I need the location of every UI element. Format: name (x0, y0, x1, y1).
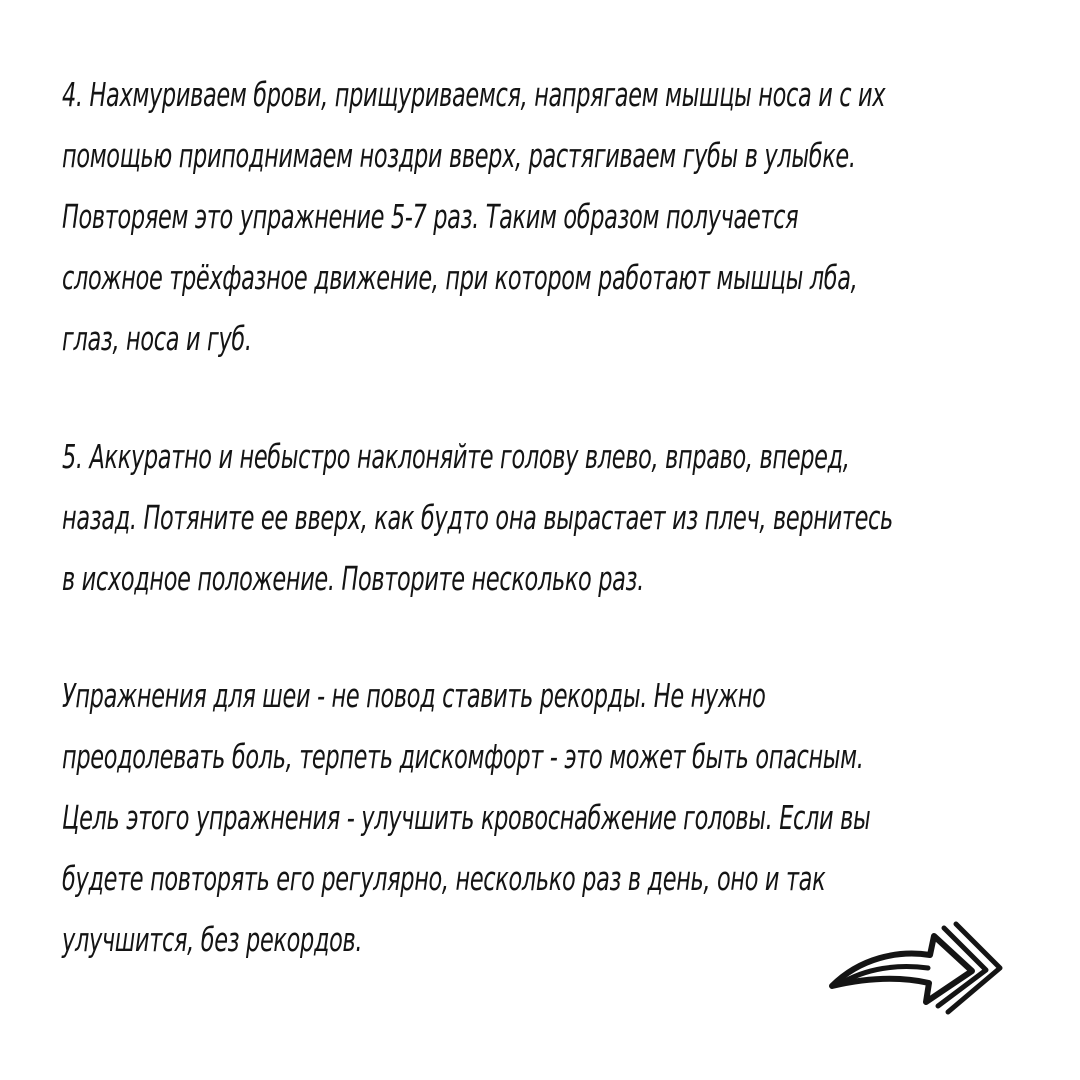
paragraph-line: 5. Аккуратно и небыстро наклоняйте голову влево, вправо, вперед, (62, 437, 850, 476)
curved-arrow-right-icon[interactable] (826, 918, 1006, 1018)
paragraph-line: улучшится, без рекордов. (62, 920, 363, 959)
paragraph-step-4 (62, 64, 1022, 369)
paragraph-line: помощью приподнимаем ноздри вверх, растягиваем губы в улыбке. (62, 136, 856, 175)
paragraph-line: Повторяем это упражнение 5-7 раз. Таким образом получается (62, 197, 799, 236)
paragraph-line: 4. Нахмуриваем брови, прищуриваемся, напрягаем мышцы носа и с их (62, 75, 886, 114)
paragraph-line: назад. Потяните ее вверх, как будто она вырастает из плеч, вернитесь (62, 498, 893, 537)
paragraph-line: преодолевать боль, терпеть дискомфорт - это может быть опасным. (62, 737, 864, 776)
paragraph-step-5 (62, 426, 1022, 609)
paragraph-line: в исходное положение. Повторите несколько раз. (62, 559, 644, 598)
paragraph-line: глаз, носа и губ. (62, 319, 252, 358)
paragraph-line: Упражнения для шеи - не повод ставить рекорды. Не нужно (62, 676, 766, 715)
paragraph-line: сложное трёхфазное движение, при котором работают мышцы лба, (62, 258, 858, 297)
paragraph-line: будете повторять его регулярно, несколько раз в день, оно и так (62, 859, 826, 898)
paragraph-line: Цель этого упражнения - улучшить кровоснабжение головы. Если вы (62, 798, 871, 837)
